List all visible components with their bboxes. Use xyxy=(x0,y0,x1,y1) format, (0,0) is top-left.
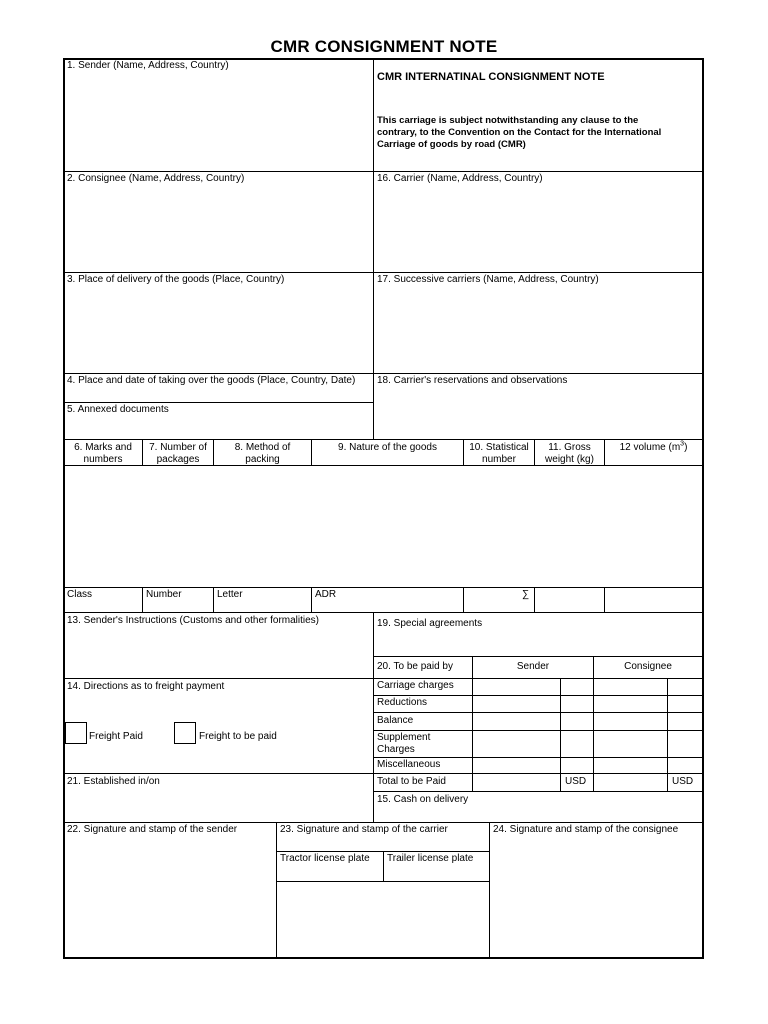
box-15-cash-on-delivery-label: 15. Cash on delivery xyxy=(377,794,469,805)
sum-symbol: ∑ xyxy=(522,589,530,600)
sender-column-header: Sender xyxy=(516,661,550,672)
box-2-consignee-label: 2. Consignee (Name, Address, Country) xyxy=(67,173,245,184)
frame-bottom xyxy=(63,957,704,959)
header-gross-weight: 11. Gross weight (kg) xyxy=(545,442,594,465)
rule xyxy=(374,712,704,713)
header-statistical-number: 10. Statistical number xyxy=(469,442,529,465)
header-nature-of-goods: 9. Nature of the goods xyxy=(338,442,437,453)
rule xyxy=(374,757,704,758)
supplement-charges-label: Supplement Charges xyxy=(377,732,431,755)
sender-currency: USD xyxy=(565,776,587,787)
freight-to-be-paid-label: Freight to be paid xyxy=(199,731,277,742)
consignee-column-header: Consignee xyxy=(624,661,672,672)
box-1-sender-label: 1. Sender (Name, Address, Country) xyxy=(67,60,229,71)
rule xyxy=(374,791,704,792)
box-19-special-agreements-label: 19. Special agreements xyxy=(377,618,483,629)
freight-to-be-paid-checkbox[interactable] xyxy=(174,722,196,744)
rule xyxy=(63,678,704,679)
rule xyxy=(560,678,561,791)
rule xyxy=(489,822,490,959)
intl-consignment-title: CMR INTERNATINAL CONSIGNMENT NOTE xyxy=(377,71,605,83)
box-18-reservations-label: 18. Carrier's reservations and observations xyxy=(377,375,568,386)
box-21-established-label: 21. Established in/on xyxy=(67,776,160,787)
frame-left xyxy=(63,58,65,959)
adr-letter-label: Letter xyxy=(217,589,243,600)
intl-note-line-2: contrary, to the Convention on the Contact for the International xyxy=(377,127,662,138)
intl-note-line-3: Carriage of goods by road (CMR) xyxy=(377,139,526,150)
box-3-delivery-label: 3. Place of delivery of the goods (Place, Country) xyxy=(67,274,285,285)
rule xyxy=(667,678,668,791)
rule xyxy=(311,587,312,612)
rule xyxy=(374,730,704,731)
balance-label: Balance xyxy=(377,715,414,726)
carriage-charges-label: Carriage charges xyxy=(377,680,454,691)
trailer-license-plate-label: Trailer license plate xyxy=(387,853,474,864)
freight-paid-checkbox[interactable] xyxy=(65,722,87,744)
rule xyxy=(472,656,473,791)
rule xyxy=(374,695,704,696)
consignee-currency: USD xyxy=(672,776,694,787)
rule xyxy=(63,773,704,774)
box-22-sender-signature-label: 22. Signature and stamp of the sender xyxy=(67,824,238,835)
header-marks-numbers: 6. Marks and numbers xyxy=(74,442,132,465)
page-title: CMR CONSIGNMENT NOTE xyxy=(270,37,498,56)
box-17-successive-carriers-label: 17. Successive carriers (Name, Address, Country) xyxy=(377,274,599,285)
frame-right xyxy=(702,58,704,959)
rule xyxy=(534,587,535,612)
rule xyxy=(593,656,594,791)
rule xyxy=(213,587,214,612)
rule xyxy=(604,587,605,612)
rule xyxy=(63,402,374,403)
box-13-sender-instructions-label: 13. Sender's Instructions (Customs and other formalities) xyxy=(67,615,320,626)
rule xyxy=(63,822,704,823)
adr-label: ADR xyxy=(315,589,337,600)
rule xyxy=(63,439,704,440)
box-24-consignee-signature-label: 24. Signature and stamp of the consignee xyxy=(493,824,679,835)
box-4-taking-over-label: 4. Place and date of taking over the goods (Place, Country, Date) xyxy=(67,375,356,386)
rule xyxy=(63,171,704,172)
box-23-carrier-signature-label: 23. Signature and stamp of the carrier xyxy=(280,824,448,835)
rule xyxy=(63,373,704,374)
rule xyxy=(373,612,374,822)
rule xyxy=(383,851,384,882)
header-volume: 12 volume $(m^3)$ xyxy=(619,440,688,453)
adr-number-label: Number xyxy=(146,589,182,600)
rule xyxy=(63,587,704,588)
box-14-freight-directions-label: 14. Directions as to freight payment xyxy=(67,681,225,692)
intl-note-line-1: This carriage is subject notwithstanding any clause to the xyxy=(377,115,639,126)
header-number-of-packages: 7. Number of packages xyxy=(149,442,207,465)
miscellaneous-label: Miscellaneous xyxy=(377,759,441,770)
box-20-to-be-paid-by-label: 20. To be paid by xyxy=(377,661,453,672)
tractor-license-plate-label: Tractor license plate xyxy=(280,853,370,864)
adr-class-label: Class xyxy=(67,589,93,600)
rule xyxy=(63,272,704,273)
rule xyxy=(463,587,464,612)
freight-paid-label: Freight Paid xyxy=(89,731,143,742)
header-method-of-packing: 8. Method of packing xyxy=(234,442,291,465)
box-16-carrier-label: 16. Carrier (Name, Address, Country) xyxy=(377,173,543,184)
rule xyxy=(373,58,374,439)
box-5-annexed-documents-label: 5. Annexed documents xyxy=(67,404,169,415)
rule xyxy=(374,656,704,657)
rule xyxy=(142,587,143,612)
rule xyxy=(63,612,704,613)
rule xyxy=(276,822,277,959)
total-to-be-paid-label: Total to be Paid xyxy=(377,776,446,787)
reductions-label: Reductions xyxy=(377,697,428,708)
